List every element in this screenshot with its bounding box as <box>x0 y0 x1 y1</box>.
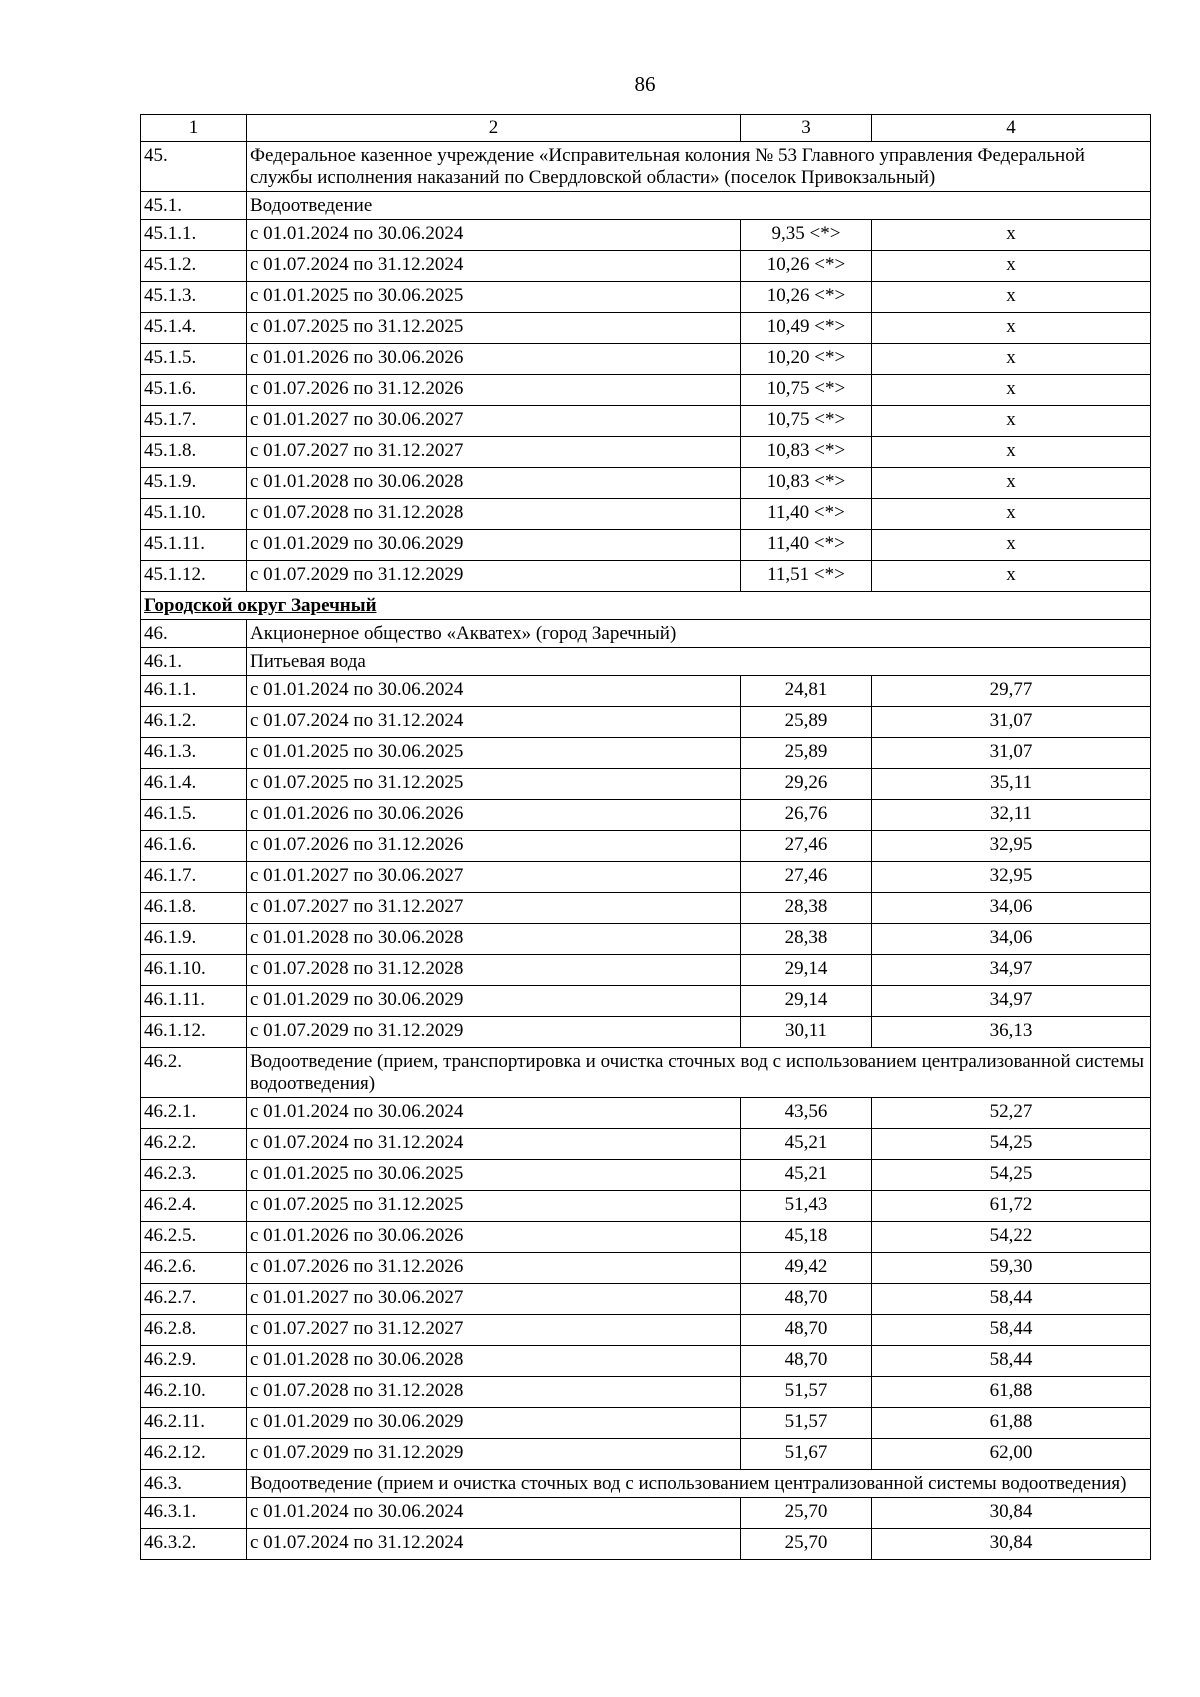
row-number: 45.1.12. <box>141 561 247 592</box>
tariff-value-col3: 25,89 <box>741 738 872 769</box>
table-row <box>141 1529 1151 1560</box>
tariff-value-col3: 51,57 <box>741 1408 872 1439</box>
group-row <box>141 1470 1151 1498</box>
row-number: 46.2.7. <box>141 1284 247 1315</box>
tariff-value-col3: 10,83 <*> <box>741 437 872 468</box>
table-row <box>141 530 1151 561</box>
tariff-value-col3: 29,14 <box>741 986 872 1017</box>
table-row <box>141 1315 1151 1346</box>
tariff-value-col4: 31,07 <box>872 707 1151 738</box>
period-range: с 01.01.2026 по 30.06.2026 <box>247 344 741 375</box>
row-number: 45.1.4. <box>141 313 247 344</box>
table-row <box>141 468 1151 499</box>
group-row <box>141 648 1151 676</box>
tariff-value-col3: 25,89 <box>741 707 872 738</box>
period-range: с 01.07.2027 по 31.12.2027 <box>247 437 741 468</box>
tariff-value-col3: 24,81 <box>741 676 872 707</box>
tariff-value-col4: 58,44 <box>872 1315 1151 1346</box>
row-number: 46.2.10. <box>141 1377 247 1408</box>
period-range: с 01.07.2025 по 31.12.2025 <box>247 313 741 344</box>
row-number: 45.1.1. <box>141 220 247 251</box>
tariff-value-col3: 48,70 <box>741 1284 872 1315</box>
tariff-value-col3: 10,83 <*> <box>741 468 872 499</box>
period-range: с 01.01.2027 по 30.06.2027 <box>247 406 741 437</box>
row-number: 45.1.5. <box>141 344 247 375</box>
tariff-value-col4: 61,88 <box>872 1408 1151 1439</box>
tariff-value-col4: х <box>872 406 1151 437</box>
tariff-value-col4: х <box>872 499 1151 530</box>
row-number: 45. <box>141 142 247 192</box>
row-number: 45.1.10. <box>141 499 247 530</box>
row-number: 46.1.1. <box>141 676 247 707</box>
tariff-value-col3: 43,56 <box>741 1098 872 1129</box>
table-row <box>141 800 1151 831</box>
table-row <box>141 1377 1151 1408</box>
tariff-value-col4: х <box>872 561 1151 592</box>
period-range: с 01.01.2029 по 30.06.2029 <box>247 1408 741 1439</box>
tariff-value-col4: 29,77 <box>872 676 1151 707</box>
tariff-value-col3: 51,43 <box>741 1191 872 1222</box>
group-row <box>141 192 1151 220</box>
tariff-value-col3: 10,49 <*> <box>741 313 872 344</box>
table-row <box>141 707 1151 738</box>
tariff-value-col4: х <box>872 313 1151 344</box>
table-row <box>141 344 1151 375</box>
tariff-value-col4: 62,00 <box>872 1439 1151 1470</box>
period-range: с 01.01.2028 по 30.06.2028 <box>247 468 741 499</box>
row-number: 46.3.1. <box>141 1498 247 1529</box>
period-range: с 01.01.2029 по 30.06.2029 <box>247 986 741 1017</box>
table-row <box>141 738 1151 769</box>
tariff-value-col4: 32,95 <box>872 831 1151 862</box>
period-range: с 01.07.2024 по 31.12.2024 <box>247 1529 741 1560</box>
period-range: с 01.07.2024 по 31.12.2024 <box>247 251 741 282</box>
table-row <box>141 1160 1151 1191</box>
period-range: с 01.07.2029 по 31.12.2029 <box>247 561 741 592</box>
table-row <box>141 1222 1151 1253</box>
period-range: с 01.07.2029 по 31.12.2029 <box>247 1439 741 1470</box>
row-number: 46.1.3. <box>141 738 247 769</box>
period-range: с 01.01.2027 по 30.06.2027 <box>247 862 741 893</box>
table-row <box>141 1253 1151 1284</box>
table-row <box>141 1017 1151 1048</box>
tariff-value-col4: 54,22 <box>872 1222 1151 1253</box>
tariff-value-col3: 45,21 <box>741 1160 872 1191</box>
tariff-value-col4: х <box>872 282 1151 313</box>
tariff-value-col4: 61,72 <box>872 1191 1151 1222</box>
tariff-value-col4: 36,13 <box>872 1017 1151 1048</box>
tariff-value-col4: 54,25 <box>872 1129 1151 1160</box>
table-row <box>141 437 1151 468</box>
period-range: с 01.01.2024 по 30.06.2024 <box>247 1498 741 1529</box>
tariff-value-col4: 61,88 <box>872 1377 1151 1408</box>
period-range: с 01.07.2028 по 31.12.2028 <box>247 1377 741 1408</box>
table-row <box>141 831 1151 862</box>
group-title: Питьевая вода <box>247 648 1151 676</box>
period-range: с 01.07.2026 по 31.12.2026 <box>247 831 741 862</box>
period-range: с 01.01.2028 по 30.06.2028 <box>247 1346 741 1377</box>
period-range: с 01.07.2028 по 31.12.2028 <box>247 955 741 986</box>
row-number: 46.2.8. <box>141 1315 247 1346</box>
tariff-value-col3: 10,20 <*> <box>741 344 872 375</box>
table-row <box>141 862 1151 893</box>
tariff-value-col4: х <box>872 220 1151 251</box>
page-number: 86 <box>634 72 656 96</box>
column-header-4: 4 <box>872 115 1151 142</box>
period-range: с 01.07.2026 по 31.12.2026 <box>247 1253 741 1284</box>
period-range: с 01.07.2024 по 31.12.2024 <box>247 707 741 738</box>
period-range: с 01.07.2027 по 31.12.2027 <box>247 1315 741 1346</box>
row-number: 46.2.6. <box>141 1253 247 1284</box>
period-range: с 01.01.2026 по 30.06.2026 <box>247 800 741 831</box>
period-range: с 01.01.2026 по 30.06.2026 <box>247 1222 741 1253</box>
row-number: 46.2.11. <box>141 1408 247 1439</box>
tariff-value-col3: 11,51 <*> <box>741 561 872 592</box>
row-number: 46.3.2. <box>141 1529 247 1560</box>
table-row <box>141 406 1151 437</box>
tariff-value-col4: х <box>872 251 1151 282</box>
row-number: 46. <box>141 620 247 648</box>
column-header-1: 1 <box>141 115 247 142</box>
tariff-value-col4: 35,11 <box>872 769 1151 800</box>
row-number: 46.2.2. <box>141 1129 247 1160</box>
row-number: 46.2.9. <box>141 1346 247 1377</box>
row-number: 46.1. <box>141 648 247 676</box>
group-title: Водоотведение <box>247 192 1151 220</box>
table-row <box>141 375 1151 406</box>
tariff-table <box>140 114 1151 1560</box>
tariff-value-col3: 45,21 <box>741 1129 872 1160</box>
table-row <box>141 251 1151 282</box>
row-number: 45.1.2. <box>141 251 247 282</box>
tariff-value-col4: 32,11 <box>872 800 1151 831</box>
row-number: 46.1.6. <box>141 831 247 862</box>
tariff-value-col4: 59,30 <box>872 1253 1151 1284</box>
tariff-value-col3: 10,26 <*> <box>741 282 872 313</box>
tariff-value-col3: 9,35 <*> <box>741 220 872 251</box>
tariff-value-col4: 32,95 <box>872 862 1151 893</box>
row-number: 46.1.12. <box>141 1017 247 1048</box>
tariff-value-col3: 28,38 <box>741 893 872 924</box>
group-row <box>141 142 1151 192</box>
tariff-value-col4: х <box>872 344 1151 375</box>
tariff-value-col4: 52,27 <box>872 1098 1151 1129</box>
table-row <box>141 1098 1151 1129</box>
period-range: с 01.01.2024 по 30.06.2024 <box>247 220 741 251</box>
table-row <box>141 313 1151 344</box>
group-title: Водоотведение (прием, транспортировка и очистка сточных вод с использованием централизованной системы водоотведения) <box>247 1048 1151 1098</box>
period-range: с 01.01.2028 по 30.06.2028 <box>247 924 741 955</box>
row-number: 46.2.5. <box>141 1222 247 1253</box>
table-row <box>141 1191 1151 1222</box>
tariff-value-col4: х <box>872 468 1151 499</box>
row-number: 46.2.1. <box>141 1098 247 1129</box>
tariff-value-col3: 45,18 <box>741 1222 872 1253</box>
tariff-value-col3: 26,76 <box>741 800 872 831</box>
tariff-value-col4: 34,06 <box>872 893 1151 924</box>
period-range: с 01.01.2025 по 30.06.2025 <box>247 282 741 313</box>
table-row <box>141 220 1151 251</box>
table-row <box>141 1129 1151 1160</box>
tariff-value-col4: 30,84 <box>872 1529 1151 1560</box>
group-title: Акционерное общество «Акватех» (город Заречный) <box>247 620 1151 648</box>
row-number: 46.2.12. <box>141 1439 247 1470</box>
period-range: с 01.07.2025 по 31.12.2025 <box>247 769 741 800</box>
row-number: 45.1.11. <box>141 530 247 561</box>
table-row <box>141 986 1151 1017</box>
row-number: 46.1.5. <box>141 800 247 831</box>
period-range: с 01.01.2025 по 30.06.2025 <box>247 738 741 769</box>
row-number: 46.1.2. <box>141 707 247 738</box>
row-number: 45.1. <box>141 192 247 220</box>
table-row <box>141 769 1151 800</box>
table-row <box>141 561 1151 592</box>
period-range: с 01.07.2027 по 31.12.2027 <box>247 893 741 924</box>
period-range: с 01.07.2025 по 31.12.2025 <box>247 1191 741 1222</box>
column-header-2: 2 <box>247 115 741 142</box>
tariff-value-col3: 51,67 <box>741 1439 872 1470</box>
tariff-value-col3: 10,75 <*> <box>741 375 872 406</box>
tariff-value-col4: 34,97 <box>872 955 1151 986</box>
tariff-value-col3: 25,70 <box>741 1498 872 1529</box>
row-number: 46.2.3. <box>141 1160 247 1191</box>
table-row <box>141 1284 1151 1315</box>
table-row <box>141 1408 1151 1439</box>
row-number: 46.1.4. <box>141 769 247 800</box>
row-number: 46.1.11. <box>141 986 247 1017</box>
tariff-value-col3: 48,70 <box>741 1346 872 1377</box>
tariff-value-col3: 27,46 <box>741 862 872 893</box>
tariff-value-col3: 10,26 <*> <box>741 251 872 282</box>
row-number: 46.2.4. <box>141 1191 247 1222</box>
row-number: 45.1.8. <box>141 437 247 468</box>
table-row <box>141 499 1151 530</box>
tariff-value-col3: 29,26 <box>741 769 872 800</box>
row-number: 45.1.9. <box>141 468 247 499</box>
row-number: 45.1.3. <box>141 282 247 313</box>
tariff-value-col3: 48,70 <box>741 1315 872 1346</box>
table-row <box>141 282 1151 313</box>
group-title: Федеральное казенное учреждение «Исправительная колония № 53 Главного управления Федеральной службы исполнения наказаний по Свердловской области» (поселок Привокзальный) <box>247 142 1151 192</box>
table-row <box>141 1439 1151 1470</box>
tariff-value-col3: 29,14 <box>741 955 872 986</box>
period-range: с 01.01.2024 по 30.06.2024 <box>247 1098 741 1129</box>
section-heading: Городской округ Заречный <box>141 592 1151 620</box>
tariff-value-col4: х <box>872 437 1151 468</box>
row-number: 45.1.7. <box>141 406 247 437</box>
row-number: 46.2. <box>141 1048 247 1098</box>
table-row <box>141 1498 1151 1529</box>
group-row <box>141 1048 1151 1098</box>
tariff-value-col3: 28,38 <box>741 924 872 955</box>
period-range: с 01.01.2027 по 30.06.2027 <box>247 1284 741 1315</box>
period-range: с 01.07.2029 по 31.12.2029 <box>247 1017 741 1048</box>
tariff-value-col4: 58,44 <box>872 1284 1151 1315</box>
tariff-value-col3: 49,42 <box>741 1253 872 1284</box>
tariff-value-col4: 34,06 <box>872 924 1151 955</box>
table-row <box>141 893 1151 924</box>
period-range: с 01.01.2025 по 30.06.2025 <box>247 1160 741 1191</box>
tariff-value-col3: 30,11 <box>741 1017 872 1048</box>
tariff-value-col4: 30,84 <box>872 1498 1151 1529</box>
tariff-value-col3: 25,70 <box>741 1529 872 1560</box>
period-range: с 01.01.2029 по 30.06.2029 <box>247 530 741 561</box>
section-heading-row <box>141 592 1151 620</box>
period-range: с 01.07.2026 по 31.12.2026 <box>247 375 741 406</box>
period-range: с 01.07.2028 по 31.12.2028 <box>247 499 741 530</box>
column-number-header-row <box>141 115 1151 142</box>
tariff-value-col4: х <box>872 530 1151 561</box>
tariff-value-col4: 34,97 <box>872 986 1151 1017</box>
column-header-3: 3 <box>741 115 872 142</box>
period-range: с 01.01.2024 по 30.06.2024 <box>247 676 741 707</box>
row-number: 45.1.6. <box>141 375 247 406</box>
tariff-value-col3: 11,40 <*> <box>741 499 872 530</box>
table-row <box>141 1346 1151 1377</box>
row-number: 46.1.10. <box>141 955 247 986</box>
row-number: 46.1.8. <box>141 893 247 924</box>
group-row <box>141 620 1151 648</box>
tariff-value-col3: 51,57 <box>741 1377 872 1408</box>
tariff-value-col4: х <box>872 375 1151 406</box>
tariff-value-col4: 54,25 <box>872 1160 1151 1191</box>
tariff-value-col3: 27,46 <box>741 831 872 862</box>
tariff-value-col4: 58,44 <box>872 1346 1151 1377</box>
row-number: 46.3. <box>141 1470 247 1498</box>
tariff-value-col3: 10,75 <*> <box>741 406 872 437</box>
row-number: 46.1.9. <box>141 924 247 955</box>
period-range: с 01.07.2024 по 31.12.2024 <box>247 1129 741 1160</box>
tariff-table-body <box>141 115 1151 1560</box>
group-title: Водоотведение (прием и очистка сточных вод с использованием централизованной системы водоотведения) <box>247 1470 1151 1498</box>
row-number: 46.1.7. <box>141 862 247 893</box>
table-row <box>141 924 1151 955</box>
table-row <box>141 955 1151 986</box>
table-row <box>141 676 1151 707</box>
tariff-value-col3: 11,40 <*> <box>741 530 872 561</box>
tariff-value-col4: 31,07 <box>872 738 1151 769</box>
